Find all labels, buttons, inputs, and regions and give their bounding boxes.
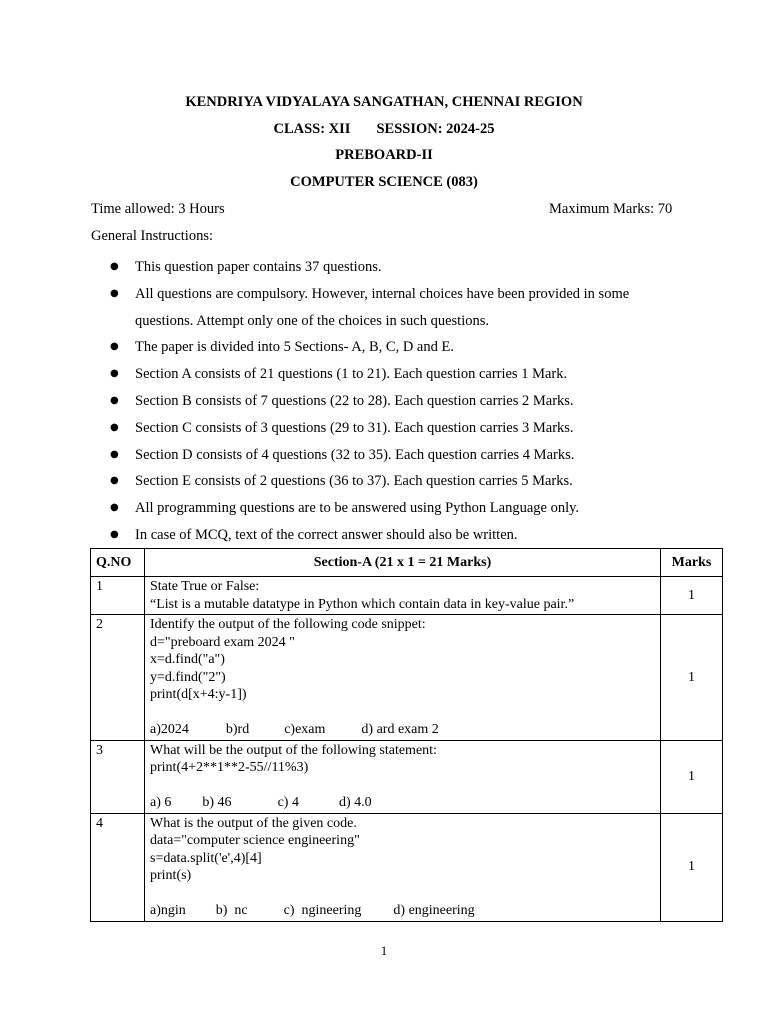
answer-options [150, 721, 655, 739]
question-number: 3 [91, 740, 145, 813]
answer-option: b) 46 [202, 795, 232, 810]
instruction-item: ● All questions are compulsory. However, internal choices have been provided in some questions. Attempt only one of the choices in such questions. [110, 281, 670, 335]
question-line [150, 885, 655, 903]
question-line: print(d[x+4:y-1]) [150, 687, 247, 702]
question-line: State True or False: [150, 579, 260, 594]
subject-title: COMPUTER SCIENCE (083) [290, 174, 478, 190]
exam-organization: KENDRIYA VIDYALAYA SANGATHAN, CHENNAI REGION [185, 94, 583, 110]
table-row [91, 577, 723, 615]
question-line: x=d.find("a") [150, 652, 225, 667]
instruction-item: ● In case of MCQ, text of the correct answer should also be written. [110, 522, 670, 549]
question-text [145, 577, 661, 615]
instruction-item: ● The paper is divided into 5 Sections- A, B, C, D and E. [110, 334, 670, 361]
table-header-row [91, 549, 723, 577]
question-marks: 1 [661, 740, 723, 813]
question-number: 1 [91, 577, 145, 615]
answer-option: b) nc [215, 903, 248, 918]
instruction-item: ● Section C consists of 3 questions (29 to 31). Each question carries 3 Marks. [110, 415, 670, 442]
answer-options [150, 902, 655, 920]
question-number: 4 [91, 813, 145, 921]
question-line: y=d.find("2") [150, 669, 226, 685]
question-text [145, 740, 661, 813]
question-line: print(4+2**1**2-55//11%3) [150, 760, 309, 775]
question-line: data="computer science engineering" [150, 833, 360, 848]
question-line: print(s) [150, 868, 192, 883]
answer-option: c)exam [284, 722, 326, 737]
instruction-item: ● All programming questions are to be answered using Python Language only. [110, 495, 670, 522]
table-row [91, 813, 723, 921]
instruction-item: ● Section D consists of 4 questions (32 to 35). Each question carries 4 Marks. [110, 442, 670, 469]
answer-option: a)ngin [150, 903, 186, 918]
question-line: d="preboard exam 2024 " [150, 634, 295, 650]
question-text [145, 615, 661, 741]
answer-option: b)rd [225, 722, 250, 737]
maximum-marks: Maximum Marks: 70 [549, 201, 673, 217]
time-allowed: Time allowed: 3 Hours [91, 201, 225, 217]
question-table [90, 548, 723, 922]
page-number: 1 [380, 943, 388, 958]
question-line [150, 704, 655, 722]
section-header: Section-A (21 x 1 = 21 Marks) [145, 549, 661, 577]
session-label: SESSION: 2024-25 [376, 121, 495, 137]
question-marks: 1 [661, 577, 723, 615]
question-number: 2 [91, 615, 145, 741]
answer-option: a) 6 [150, 795, 172, 810]
marks-header: Marks [661, 549, 723, 577]
question-line [150, 777, 655, 795]
qno-header: Q.NO [91, 549, 145, 577]
question-text [145, 813, 661, 921]
answer-option: a)2024 [150, 722, 189, 737]
answer-option: d) engineering [393, 903, 475, 918]
class-session-line [0, 120, 768, 138]
question-line: s=data.split('e',4)[4] [150, 850, 262, 866]
instruction-item: ● Section E consists of 2 questions (36 to 37). Each question carries 5 Marks. [110, 468, 670, 495]
instruction-item: ● This question paper contains 37 questions. [110, 254, 670, 281]
table-row [91, 615, 723, 741]
instruction-item: ● Section B consists of 7 questions (22 to 28). Each question carries 2 Marks. [110, 388, 670, 415]
class-label: CLASS: XII [273, 121, 351, 137]
question-line: What will be the output of the following statement: [150, 742, 437, 758]
exam-name: PREBOARD-II [335, 147, 433, 163]
instruction-item: ● Section A consists of 21 questions (1 to 21). Each question carries 1 Mark. [110, 361, 670, 388]
answer-options [150, 794, 655, 812]
instructions-title: General Instructions: [91, 228, 214, 244]
question-line: “List is a mutable datatype in Python which contain data in key-value pair.” [150, 596, 575, 612]
answer-option: d) 4.0 [338, 795, 372, 810]
answer-option: c) 4 [277, 795, 299, 810]
question-rows [91, 577, 723, 922]
question-line: Identify the output of the following code snippet: [150, 617, 426, 632]
answer-option: c) ngineering [283, 903, 362, 918]
question-line: What is the output of the given code. [150, 815, 357, 831]
question-marks: 1 [661, 813, 723, 921]
answer-option: d) ard exam 2 [361, 722, 439, 737]
instructions-list [110, 254, 670, 549]
question-marks: 1 [661, 615, 723, 741]
table-row [91, 740, 723, 813]
